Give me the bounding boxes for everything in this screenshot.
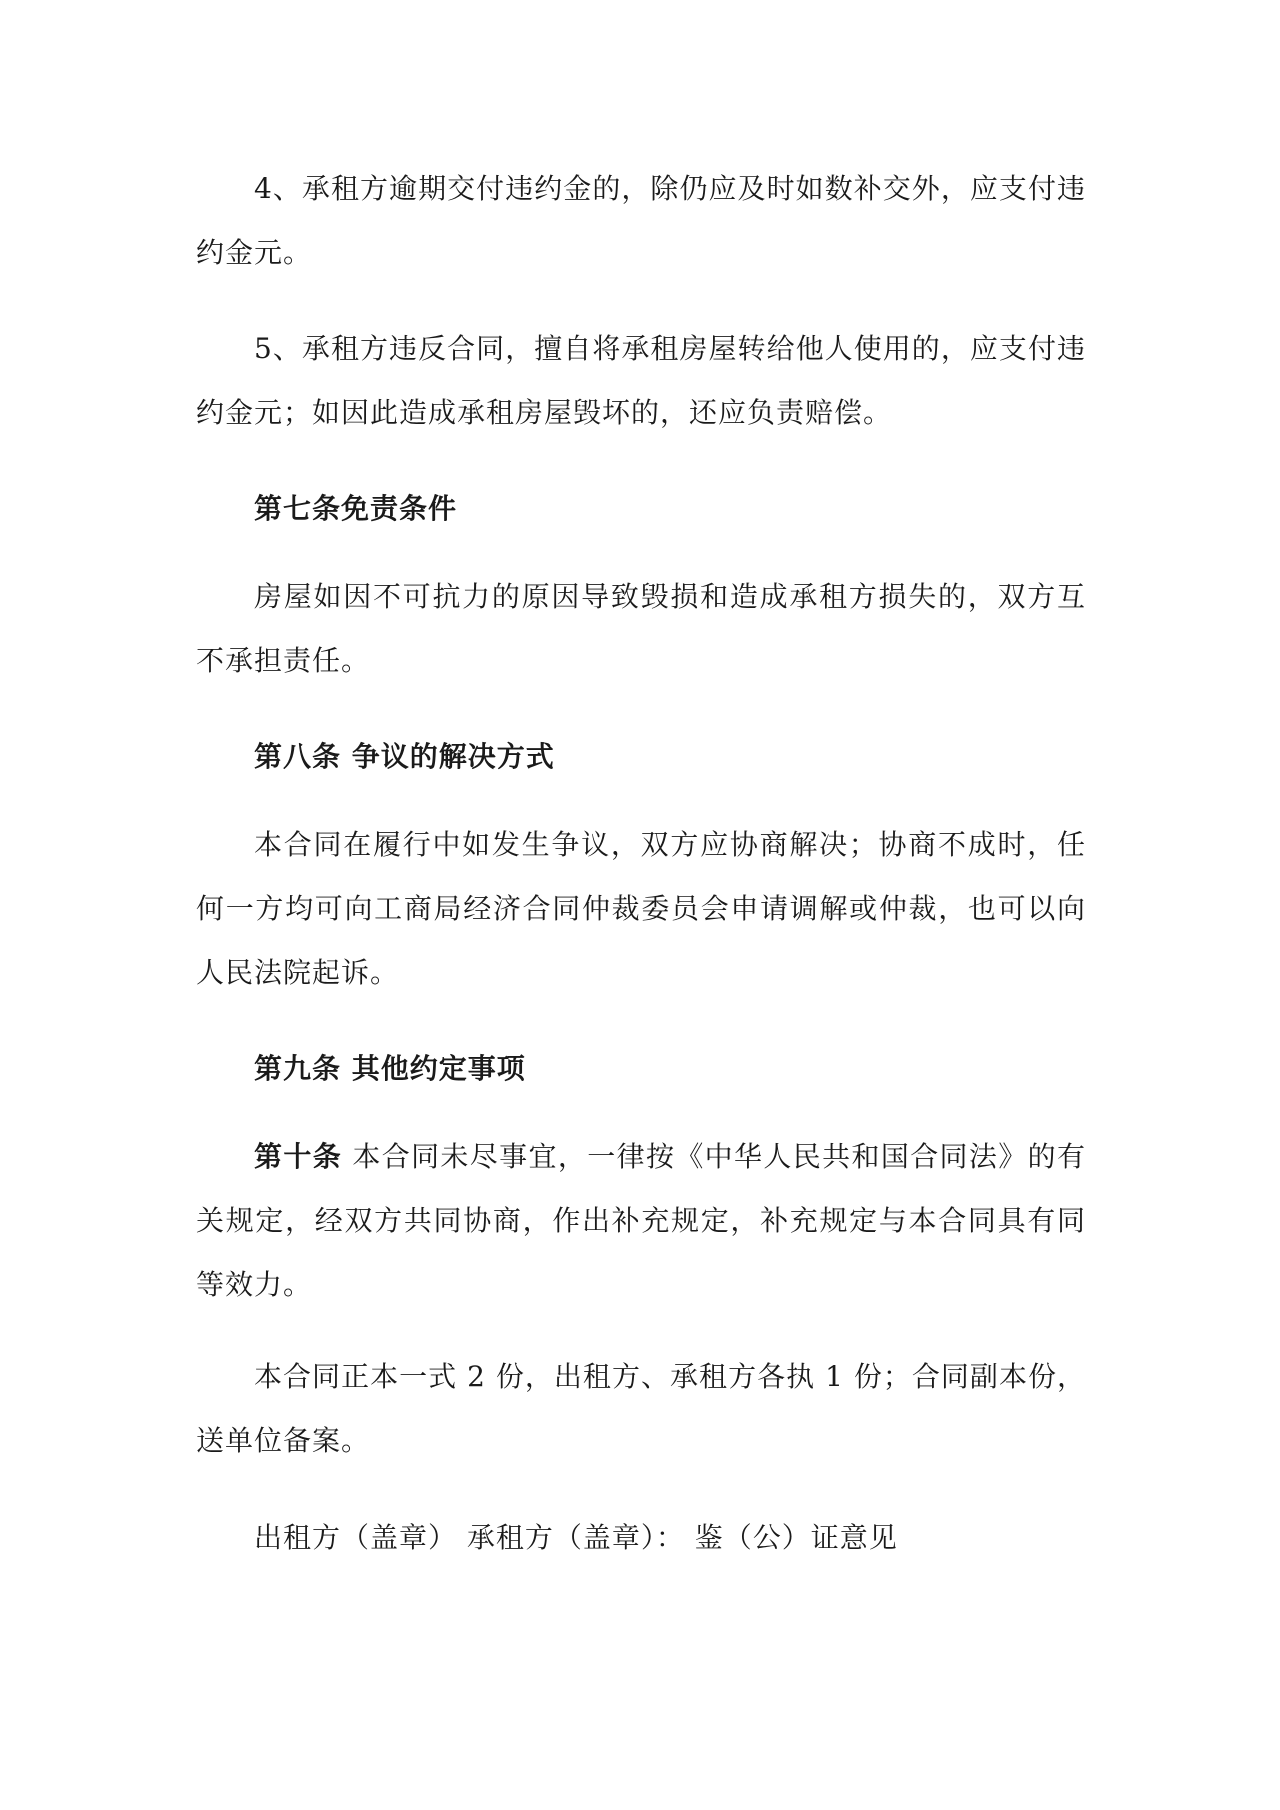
signature-line: 出租方（盖章） 承租方（盖章）： 鉴（公）证意见 xyxy=(254,1521,898,1554)
clause-8-body: 本合同在履行中如发生争议，双方应协商解决；协商不成时，任何一方均可向工商局经济合同仲裁委员会申请调解或仲裁，也可以向人民法院起诉。 xyxy=(196,828,1086,989)
clause-10-label: 第十条 xyxy=(254,1140,343,1173)
clause-10-paragraph xyxy=(196,1125,1086,1317)
clause-8-heading: 第八条 争议的解决方式 xyxy=(254,740,555,773)
clause-10-body: 本合同未尽事宜，一律按《中华人民共和国合同法》的有关规定，经双方共同协商，作出补充规定，补充规定与本合同具有同等效力。 xyxy=(196,1140,1086,1301)
clause-7-body: 房屋如因不可抗力的原因导致毁损和造成承租方损失的，双方互不承担责任。 xyxy=(196,580,1086,677)
copies-paragraph: 本合同正本一式 2 份，出租方、承租方各执 1 份；合同副本份，送单位备案。 xyxy=(196,1360,1086,1457)
clause-6-item-4: 4、承租方逾期交付违约金的，除仍应及时如数补交外，应支付违约金元。 xyxy=(196,172,1086,269)
clause-7-heading: 第七条免责条件 xyxy=(254,492,458,525)
clause-6-item-5: 5、承租方违反合同，擅自将承租房屋转给他人使用的，应支付违约金元；如因此造成承租房屋毁坏的，还应负责赔偿。 xyxy=(196,332,1086,429)
clause-9-heading: 第九条 其他约定事项 xyxy=(254,1052,526,1085)
